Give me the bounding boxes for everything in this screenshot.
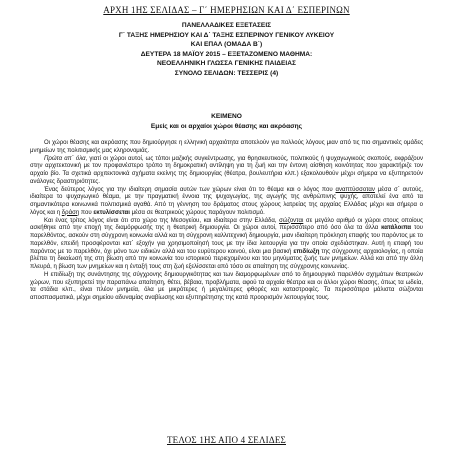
paragraph-3-text-b: μέσα σ΄ αυτούς, ιδιαίτερα το ψυχαγωγικό θέαμα, με την πραγματική έννοια της ψυχαγωγίας, της αγωγής της ανθρώπινης ψυχής, αποτελεί ένα από τα σημαντικότερα κοινωνικά πολιτισμικά αγαθά. Από τη γέννηση του δράματος στους χώρους λατρείας της αρχαίας Ελλάδας μέχρι και σήμερα ο λόγος και η (30, 186, 423, 216)
underlined-word: δράση (61, 209, 80, 216)
paragraph-3-text-a: Ένας δεύτερος λόγος για την ιδιαίτερη σημασία αυτών των χώρων είναι ότι το θέαμα και ο λόγος που (44, 186, 336, 193)
text-section-header (0, 112, 453, 131)
paragraph-4 (30, 218, 423, 272)
paragraph-3-text-d: μέσα σε θεατρικούς χώρους παράγουν πολιτισμό. (129, 209, 265, 216)
page-header: ΑΡΧΗ 1ΗΣ ΣΕΛΙΔΑΣ – Γ΄ ΗΜΕΡΗΣΙΩΝ ΚΑΙ Δ΄ ΕΣΠΕΡΙΝΩΝ (103, 5, 350, 15)
paragraph-4-text-c: του παρελθόντος, ασκούν στη σύγχρονη κοινωνία αλλά και τη σύγχρονη καλλιτεχνική δημιουργία, μιαν ιδιαίτερη πρόκληση επαφής του παρόντος με το παρελθόν, επειδή προσφέρονται κατ΄ εξοχήν για χρησιμοποίησή τους με την ίδια λειτουργία για την οποία σχεδιάστηκαν. Αυτή η επαφή του παρόντος με το παρελθόν, όχι μόνο των ειδικών αλλά και του ευρύτερου κοινού, είναι μια βασική (30, 225, 423, 255)
page-footer: ΤΕΛΟΣ 1ΗΣ ΑΠΟ 4 ΣΕΛΙΔΕΣ (166, 435, 286, 445)
exam-group: ΚΑΙ ΕΠΑΛ (ΟΜΑΔΑ Β΄) (190, 41, 263, 49)
paragraph-4-text-a: Και ένας τρίτος λόγος είναι ότι στο χώρο της Μεσογείου, και ιδιαίτερα στην Ελλάδα, (44, 217, 280, 224)
paragraph-4-text-b: σε μεγάλο αριθμό οι χώροι στους οποίους ασκήθηκε από την εποχή της διαμόρφωσής της η θεατρική δημιουργία. Οι χώροι αυτοί, περισσότερο από όσο όλα τα άλλα (30, 217, 424, 232)
underlined-word: σώζονται (279, 217, 304, 224)
paragraph-2 (30, 156, 423, 187)
underlined-word: αναπτύσσοταν (335, 186, 375, 193)
paragraph-5-text: Η επιδίωξη της συνάντησης της σύγχρονης δημιουργικότητας και των διαμορφωμένων από το δημιουργικό παρελθόν σχημάτων θεατρικών χώρων, που εξυπηρετεί την παραπάνω απαίτηση, θέτει, βέβαια, προβλήματα, αφού τα αρχαία θέατρα και οι άλλοι χώροι θέασης, όπως τα ωδεία, τα στάδια κλπ., είναι πλέον μνημεία, όλα με μικρότερες ή μεγαλύτερες φθορές και καταστροφές. Τα περισσότερα μάλιστα σώζονται αποσπασματικά, μέχρι σημείου αδυναμίας αναβίωσης και εξυπηρέτησης της κατά προορισμόν λειτουργίας τους. (30, 271, 423, 301)
bold-word: επιδίωξη (293, 248, 320, 255)
paragraph-3 (30, 187, 423, 218)
paragraph-1 (30, 140, 423, 156)
paragraph-1-text: Οι χώροι θέασης και ακρόασης που δημιούργησε η ελληνική αρχαιότητα αποτελούν για πολλούς λόγους μιαν από τις πιο σημαντικές ομάδες μνημείων της πολιτισμικής μας κληρονομιάς. (30, 140, 423, 154)
exam-header (0, 21, 453, 79)
exam-date-subject-label: ΔΕΥΤΕΡΑ 18 ΜΑΪΟΥ 2015 – ΕΞΕΤΑΖΟΜΕΝΟ ΜΑΘΗΜΑ: (140, 50, 313, 58)
bold-word: εκτυλίσσεται (93, 209, 130, 216)
exam-subject: ΝΕΟΕΛΛΗΝΙΚΗ ΓΛΩΣΣΑ ΓΕΝΙΚΗΣ ΠΑΙΔΕΙΑΣ (157, 60, 296, 68)
exam-title: ΠΑΝΕΛΛΑΔΙΚΕΣ ΕΞΕΤΑΣΕΙΣ (181, 22, 272, 29)
bold-word: κατάλοιπα (381, 225, 412, 232)
text-title: Εμείς και οι αρχαίοι χώροι θέασης και ακρόασης (150, 122, 303, 130)
paragraph-3-text-c: που (79, 209, 94, 216)
paragraph-2-text: , γιατί οι χώροι αυτοί, ως τόποι μαζικής συγκέντρωσης, για θρησκευτικούς, πολιτικούς ή ψυχαγωγικούς σκοπούς, εκφράζουν στην αρχιτεκτονική με τον προφανέστερο τρόπο τη δημοκρατική αντίληψη για τη ζωή και την έντονη αίσθηση κοινότητας που χαρακτήριζε τον αρχαίο βίο. Τα σχετικά αρχιτεκτονικά σχήματα εκείνης της δημιουργίας (θέατρα, βουλευτήρια κλπ.) εξακολουθούν μέχρι σήμερα να εξυπηρετούν ανάλογες δραστηριότητες. (30, 155, 423, 185)
exam-classes: Γ΄ ΤΑΞΗΣ ΗΜΕΡΗΣΙΟΥ ΚΑΙ Δ΄ ΤΑΞΗΣ ΕΣΠΕΡΙΝΟΥ ΓΕΝΙΚΟΥ ΛΥΚΕΙΟΥ (118, 31, 335, 39)
paragraph-5 (30, 272, 423, 303)
paragraph-4-text-d: της σύγχρονης αρχαιολογίας, η οποία βλέπει τη δικαίωσή της στη βίωση από την κοινωνία του ιστορικού περιεχομένου και του μηνύματος ζωής των μνημείων. Αλλά και από την άλλη πλευρά, η βίωση των μνημείων και η ένταξή τους στη ζωή εξελίσσεται από τόσο σε απαίτηση της σύγχρονης κοινωνίας. (30, 248, 423, 270)
exam-page-count: ΣΥΝΟΛΟ ΣΕΛΙΔΩΝ: ΤΕΣΣΕΡΙΣ (4) (174, 69, 279, 77)
section-heading: ΚΕΙΜΕΝΟ (211, 113, 242, 120)
text-body (30, 140, 423, 303)
paragraph-2-italic-lead: Πρώτα απ΄ όλα (44, 155, 86, 162)
